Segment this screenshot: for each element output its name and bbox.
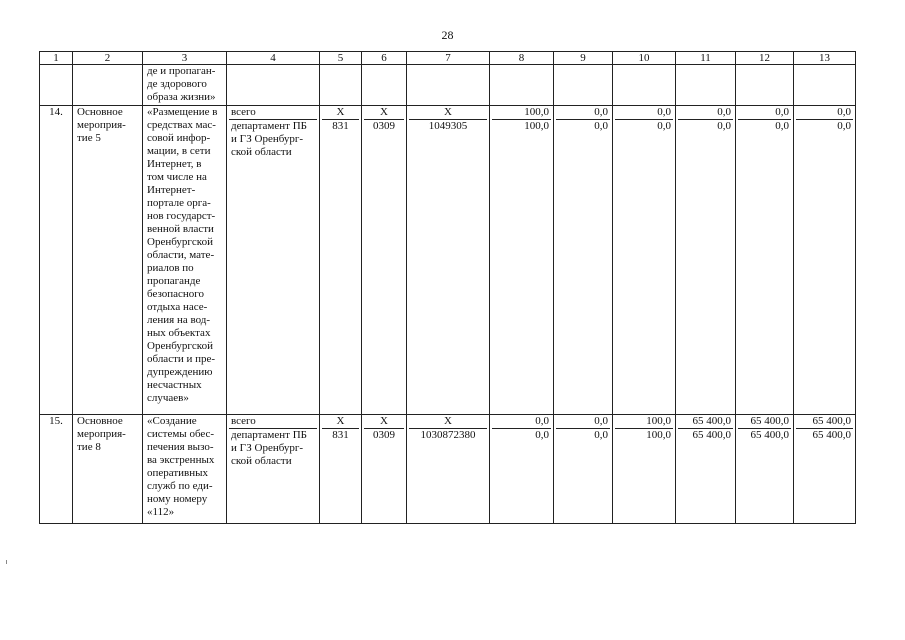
grbs-cell	[320, 106, 362, 415]
column-number: 12	[736, 52, 794, 65]
dept-value: 1049305	[428, 120, 468, 132]
table-row	[40, 106, 856, 415]
total-value: 0,0	[556, 415, 610, 429]
amount-cell	[490, 106, 554, 415]
total-value: 0,0	[678, 106, 733, 120]
amount-cell	[613, 415, 676, 524]
total-value: Х	[322, 415, 359, 429]
cell-empty	[362, 65, 407, 106]
section-code-cell	[362, 106, 407, 415]
target-article-cell	[407, 415, 490, 524]
text-line: «Создание	[147, 415, 197, 427]
target-article-cell	[407, 106, 490, 415]
text-line: ных объектах	[147, 327, 211, 339]
dept-value: 65 400,0	[812, 429, 851, 441]
column-number: 5	[320, 52, 362, 65]
total-value: 0,0	[556, 106, 610, 120]
text-line: Интернет, в	[147, 158, 202, 170]
text-line: мации, в сети	[147, 145, 211, 157]
amount-cell	[736, 415, 794, 524]
total-value: 0,0	[796, 106, 853, 120]
executor-cell	[227, 106, 320, 415]
dept-value: 65 400,0	[692, 429, 731, 441]
event-type-cell	[73, 106, 143, 415]
column-number: 7	[407, 52, 490, 65]
cell-empty	[794, 65, 856, 106]
column-number: 2	[73, 52, 143, 65]
executor-line: департамент ПБ	[231, 120, 307, 132]
amount-cell	[490, 415, 554, 524]
total-value: 0,0	[615, 106, 673, 120]
row-number: 15.	[40, 415, 73, 524]
text-line: тие 5	[77, 132, 101, 144]
cell-empty	[73, 65, 143, 106]
text-line: мероприя-	[77, 119, 126, 131]
amount-cell	[613, 106, 676, 415]
column-number-row	[40, 52, 856, 65]
text-line: безопасного	[147, 288, 205, 300]
total-value: 65 400,0	[678, 415, 733, 429]
text-line: оперативных	[147, 467, 209, 479]
total-value: Х	[409, 415, 487, 429]
section-code-cell	[362, 415, 407, 524]
dept-value: 0309	[373, 429, 395, 441]
text-line: служб по еди-	[147, 480, 213, 492]
total-label: всего	[229, 106, 317, 120]
executor-line: департамент ПБ	[231, 429, 307, 441]
dept-value: 0,0	[594, 120, 608, 132]
amount-cell	[736, 106, 794, 415]
dept-value: 831	[332, 429, 349, 441]
cell-empty	[40, 65, 73, 106]
text-line: несчастных	[147, 379, 202, 391]
column-number: 9	[554, 52, 613, 65]
text-line: системы обес-	[147, 428, 215, 440]
total-value: Х	[409, 106, 487, 120]
cell-empty	[676, 65, 736, 106]
text-line: ва экстренных	[147, 454, 215, 466]
executor-cell	[227, 415, 320, 524]
text-line: дупреждению	[147, 366, 213, 378]
dept-value: 100,0	[524, 120, 549, 132]
event-name-cell	[143, 106, 227, 415]
cell-empty	[490, 65, 554, 106]
text-line: Интернет-	[147, 184, 196, 196]
dept-value: 0,0	[837, 120, 851, 132]
column-number: 11	[676, 52, 736, 65]
executor-line: и ГЗ Оренбург-	[231, 442, 304, 454]
text-line: образа жизни»	[147, 91, 216, 103]
page-number: 28	[441, 28, 454, 42]
total-label: всего	[229, 415, 317, 429]
text-line: отдыха насе-	[147, 301, 208, 313]
total-value: 0,0	[738, 106, 791, 120]
text-line: Основное	[77, 415, 123, 427]
cell-empty	[227, 65, 320, 106]
dept-value: 100,0	[646, 429, 671, 441]
text-line: «112»	[147, 506, 175, 518]
amount-cell	[676, 415, 736, 524]
dept-value: 0,0	[775, 120, 789, 132]
executor-line: ской области	[231, 455, 292, 467]
text-line: мероприя-	[77, 428, 126, 440]
text-line: риалов по	[147, 262, 194, 274]
event-type-cell	[73, 415, 143, 524]
cell-empty	[320, 65, 362, 106]
text-line: Оренбургской	[147, 236, 213, 248]
text-line: де здорового	[147, 78, 207, 90]
text-line: пропаганде	[147, 275, 201, 287]
text-line: том числе на	[147, 171, 207, 183]
dept-value: 0,0	[657, 120, 671, 132]
column-number: 10	[613, 52, 676, 65]
text-line: средствах мас-	[147, 119, 216, 131]
cell-empty	[736, 65, 794, 106]
dept-value: 0,0	[535, 429, 549, 441]
row-number: 14.	[40, 106, 73, 415]
cell-empty	[554, 65, 613, 106]
text-line: ления на вод-	[147, 314, 211, 326]
grbs-cell	[320, 415, 362, 524]
column-number: 4	[227, 52, 320, 65]
text-line: тие 8	[77, 441, 101, 453]
text-line: Основное	[77, 106, 123, 118]
total-value: 65 400,0	[796, 415, 853, 429]
dept-value: 65 400,0	[750, 429, 789, 441]
total-value: 65 400,0	[738, 415, 791, 429]
text-line: области, мате-	[147, 249, 215, 261]
column-number: 13	[794, 52, 856, 65]
dept-value: 831	[332, 120, 349, 132]
executor-line: и ГЗ Оренбург-	[231, 133, 304, 145]
amount-cell	[554, 106, 613, 415]
executor-line: ской области	[231, 146, 292, 158]
total-value: 100,0	[492, 106, 551, 120]
cell-empty	[613, 65, 676, 106]
continued-row	[40, 65, 856, 106]
dept-value: 0309	[373, 120, 395, 132]
event-name-cell	[143, 65, 227, 106]
text-line: совой инфор-	[147, 132, 211, 144]
column-number: 1	[40, 52, 73, 65]
text-line: портале орга-	[147, 197, 211, 209]
amount-cell	[794, 415, 856, 524]
column-number: 3	[143, 52, 227, 65]
total-value: Х	[364, 106, 404, 120]
text-line: ному номеру	[147, 493, 208, 505]
text-line: де и пропаган-	[147, 65, 216, 77]
total-value: 100,0	[615, 415, 673, 429]
text-line: венной власти	[147, 223, 214, 235]
dept-value: 1030872380	[420, 429, 476, 441]
text-line: печения вызо-	[147, 441, 214, 453]
total-value: 0,0	[492, 415, 551, 429]
total-value: Х	[322, 106, 359, 120]
text-line: случаев»	[147, 392, 189, 404]
amount-cell	[676, 106, 736, 415]
column-number: 8	[490, 52, 554, 65]
cell-empty	[407, 65, 490, 106]
text-line: области и пре-	[147, 353, 216, 365]
event-name-cell	[143, 415, 227, 524]
column-number: 6	[362, 52, 407, 65]
text-line: Оренбургской	[147, 340, 213, 352]
amount-cell	[554, 415, 613, 524]
total-value: Х	[364, 415, 404, 429]
amount-cell	[794, 106, 856, 415]
scan-artifact	[6, 560, 7, 564]
dept-value: 0,0	[717, 120, 731, 132]
table-row	[40, 415, 856, 524]
dept-value: 0,0	[594, 429, 608, 441]
text-line: «Размещение в	[147, 106, 218, 118]
program-table	[39, 51, 856, 524]
text-line: нов государст-	[147, 210, 216, 222]
